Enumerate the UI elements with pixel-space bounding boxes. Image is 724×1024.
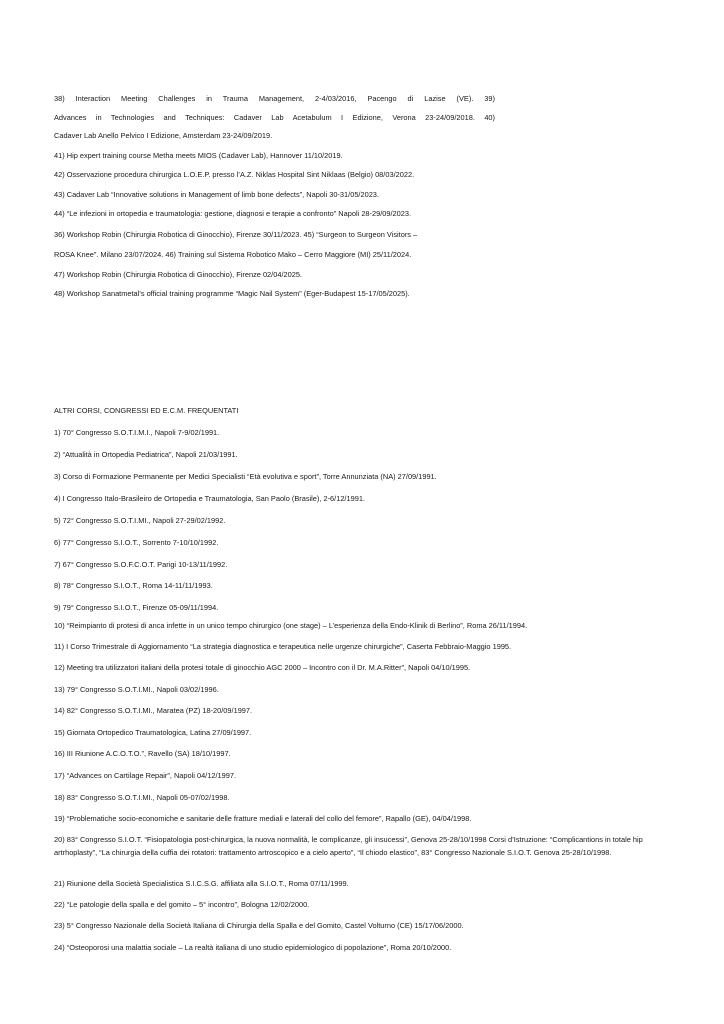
list-item: 21) Riunione della Società Specialistica S.I.C.S.G. affiliata alla S.I.O.T., Roma 07/11/1999. [54, 879, 349, 888]
list-item: 15) Giornata Ortopedico Traumatologica, Latina 27/09/1997. [54, 728, 252, 737]
list-item: 47) Workshop Robin (Chirurgia Robotica di Ginocchio), Firenze 02/04/2025. [54, 270, 302, 279]
list-item: 3) Corso di Formazione Permanente per Medici Specialisti “Età evolutiva e sport”, Torre Annunziata (NA) 27/09/1991. [54, 472, 437, 481]
list-item: 1) 70° Congresso S.O.T.I.M.I., Napoli 7-9/02/1991. [54, 428, 220, 437]
list-item: 16) III Riunione A.C.O.T.O.”, Ravello (SA) 18/10/1997. [54, 749, 231, 758]
list-item: 6) 77° Congresso S.I.O.T., Sorrento 7-10/10/1992. [54, 538, 219, 547]
list-item: 7) 67° Congresso S.O.F.C.O.T. Parigi 10-13/11/1992. [54, 560, 228, 569]
section-heading: ALTRI CORSI, CONGRESSI ED E.C.M. FREQUENTATI [54, 406, 239, 415]
list-item: 12) Meeting tra utilizzatori italiani della protesi totale di ginocchio AGC 2000 – Incontro con il Dr. M.A.Ritter”, Napoli 04/10/1995. [54, 663, 471, 672]
list-item: 43) Cadaver Lab “Innovative solutions in Management of limb bone defects”, Napoli 30-31/05/2023. [54, 190, 379, 199]
list-item: 4) I Congresso Italo-Brasileiro de Ortopedia e Traumatologia, San Paolo (Brasile), 2-6/12/1991. [54, 494, 365, 503]
list-item: 10) “Reimpianto di protesi di anca infette in un unico tempo chirurgico (one stage) – L’esperienza della Endo-Klinik di Berlino”, Roma 26/11/1994. [54, 621, 528, 630]
list-item: 36) Workshop Robin (Chirurgia Robotica di Ginocchio), Firenze 30/11/2023. 45) “Surgeon to Surgeon Visitors – [54, 230, 418, 239]
list-item: 2) “Attualità in Ortopedia Pediatrica”, Napoli 21/03/1991. [54, 450, 238, 459]
list-item: 44) “Le infezioni in ortopedia e traumatologia: gestione, diagnosi e terapie a confronto” Napoli 28-29/09/2023. [54, 209, 412, 218]
list-item: 9) 79° Congresso S.I.O.T., Firenze 05-09/11/1994. [54, 603, 219, 612]
list-item: 41) Hip expert training course Metha meets MIOS (Cadaver Lab), Hannover 11/10/2019. [54, 151, 343, 160]
list-item: 24) “Osteoporosi una malattia sociale – La realtà italiana di uno studio epidemiologico di popolazione”, Roma 20/10/2000. [54, 943, 452, 952]
list-item: 23) 5° Congresso Nazionale della Società Italiana di Chirurgia della Spalla e del Gomito, Castel Volturno (CE) 15/17/06/2000. [54, 921, 464, 930]
list-item: 22) “Le patologie della spalla e del gomito – 5° incontro”, Bologna 12/02/2000. [54, 900, 310, 909]
list-item: 8) 78° Congresso S.I.O.T., Roma 14-11/11/1993. [54, 581, 213, 590]
paragraph-line: Advances in Technologies and Techniques: Cadaver Lab Acetabulum I Edizione, Verona 23-24/09/2018. 40) [54, 113, 495, 122]
list-item: 19) “Problematiche socio-economiche e sanitarie delle fratture mediali e laterali del collo del femore”, Rapallo (GE), 04/04/1998. [54, 814, 472, 823]
paragraph-line: 38) Interaction Meeting Challenges in Trauma Management, 2-4/03/2016, Pacengo di Lazise (VE). 39) [54, 94, 495, 103]
list-item: 42) Osservazione procedura chirurgica L.O.E.P. presso l’A.Z. Niklas Hospital Sint Niklaas (Belgio) 08/03/2022. [54, 170, 415, 179]
list-item: ROSA Knee”. Milano 23/07/2024. 46) Training sul Sistema Robotico Mako – Cerro Maggiore (MI) 25/11/2024. [54, 250, 412, 259]
list-item: 14) 82° Congresso S.O.T.I.MI., Maratea (PZ) 18-20/09/1997. [54, 706, 253, 715]
list-item: 11) I Corso Trimestrale di Aggiornamento “La strategia diagnostica e terapeutica nelle urgenze chirurgiche”, Caserta Febbraio-Maggio 1995. [54, 642, 512, 651]
list-item: 17) “Advances on Cartilage Repair”, Napoli 04/12/1997. [54, 771, 236, 780]
list-item: 20) 83° Congresso S.I.O.T. “Fisiopatologia post-chirurgica, la nuova normalità, le complicanze, gli insucessi”, Genova 25-28/10/1998 Corsi d’Istruzione: “Complicantions in totale hip artrhoplasty”, “La chirurgia della cuffia dei rotatori: trattamento artroscopico e a cielo aperto”, “Il chiodo elastico”, 83° Congresso Nazionale S.I.O.T. Genova 25-28/10/1998. [54, 835, 643, 857]
list-item: 48) Workshop Sanatmetal’s official training programme “Magic Nail System” (Eger-Budapest 15-17/05/2025). [54, 289, 410, 298]
list-item: 5) 72° Congresso S.O.T.I.MI., Napoli 27-29/02/1992. [54, 516, 226, 525]
list-item: 18) 83° Congresso S.O.T.I.MI., Napoli 05-07/02/1998. [54, 793, 230, 802]
paragraph-line: Cadaver Lab Anello Pelvico I Edizione, Amsterdam 23-24/09/2019. [54, 131, 273, 140]
list-item: 13) 79° Congresso S.O.T.I.MI., Napoli 03/02/1996. [54, 685, 219, 694]
